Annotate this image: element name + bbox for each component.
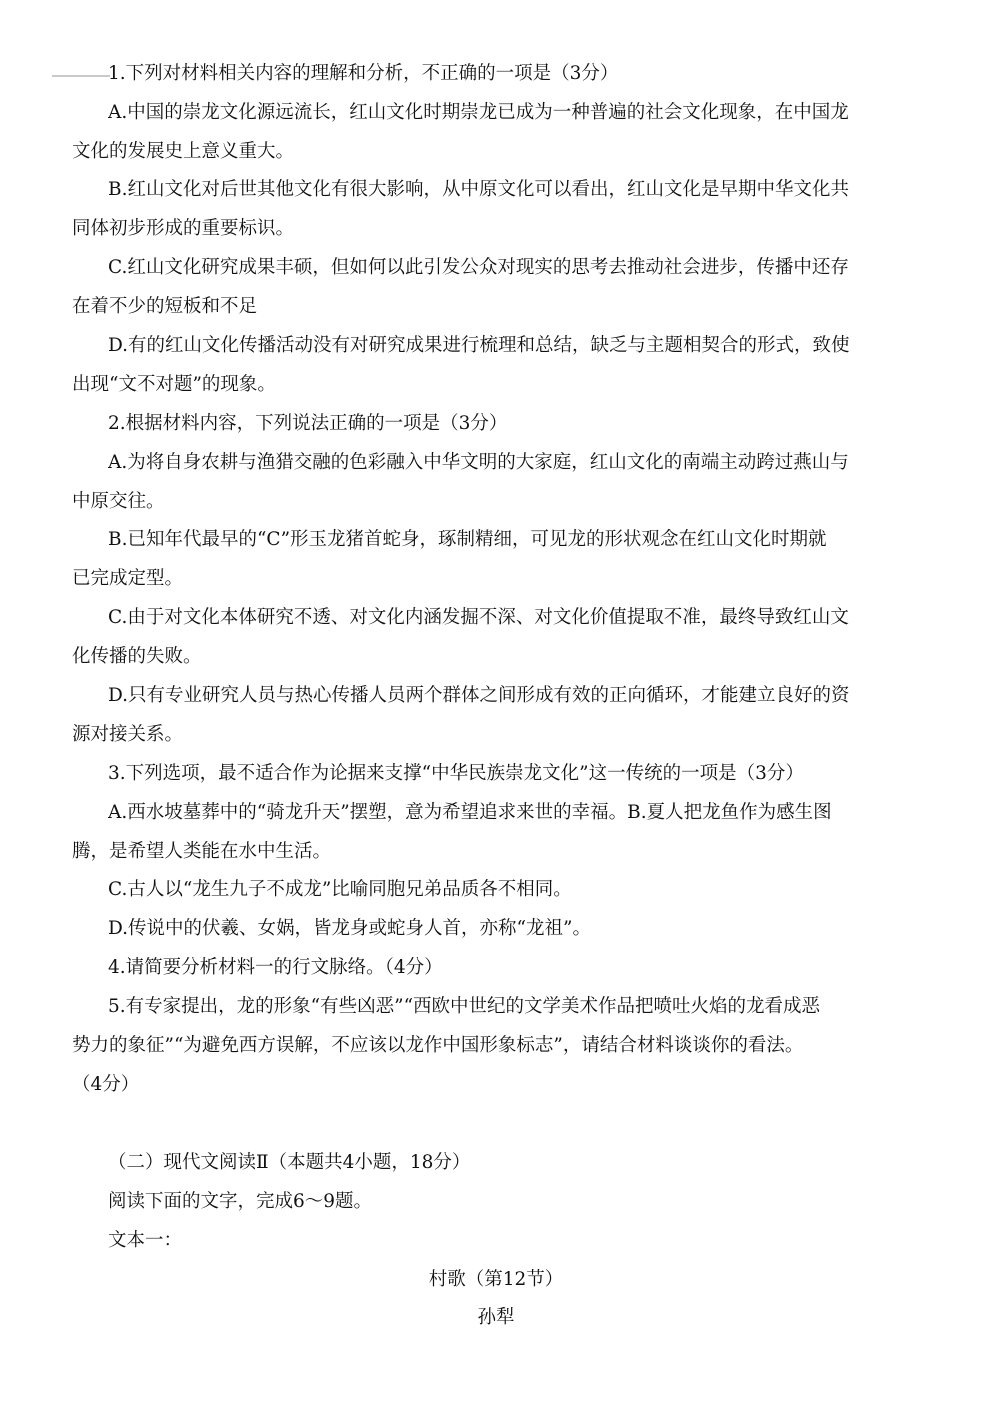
passage-author: 孙犁	[477, 1307, 515, 1328]
q2-option-b-line2: 已完成定型。	[72, 568, 184, 589]
q1-option-b-line1: B.红山文化对后世其他文化有很大影响，从中原文化可以看出，红山文化是早期中华文化共	[108, 179, 849, 200]
q2-option-b-line1: B.已知年代最早的“C”形玉龙猪首蛇身，琢制精细，可见龙的形状观念在红山文化时期就	[108, 529, 827, 550]
question-5-line1: 5.有专家提出，龙的形象“有些凶恶”“西欧中世纪的文学美术作品把喷吐火焰的龙看成恶	[108, 996, 821, 1017]
q2-option-d-line1: D.只有专业研究人员与热心传播人员两个群体之间形成有效的正向循环，才能建立良好的资	[108, 685, 850, 706]
question-3-stem: 3.下列选项，最不适合作为论据来支撑“中华民族崇龙文化”这一传统的一项是（3分）	[108, 763, 804, 784]
q2-option-c-line2: 化传播的失败。	[72, 646, 202, 667]
text-one-label: 文本一：	[108, 1230, 183, 1251]
q1-option-b-line2: 同体初步形成的重要标识。	[72, 218, 295, 239]
section-heading: （二）现代文阅读Ⅱ（本题共4小题，18分）	[108, 1152, 471, 1173]
q2-option-d-line2: 源对接关系。	[72, 724, 184, 745]
reading-instruction: 阅读下面的文字，完成6～9题。	[108, 1191, 373, 1212]
q2-option-a-line2: 中原交往。	[72, 491, 165, 512]
q1-option-c-line1: C.红山文化研究成果丰硕，但如何以此引发公众对现实的思考去推动社会进步，传播中还存	[108, 257, 849, 278]
q1-option-a-line1: A.中国的崇龙文化源远流长，红山文化时期崇龙已成为一种普遍的社会文化现象，在中国龙	[108, 102, 849, 123]
q1-option-d-line2: 出现“文不对题”的现象。	[72, 374, 276, 395]
q1-option-a-line2: 文化的发展史上意义重大。	[72, 141, 295, 162]
q1-option-d-line1: D.有的红山文化传播活动没有对研究成果进行梳理和总结，缺乏与主题相契合的形式，致使	[108, 335, 850, 356]
scan-smudge	[52, 75, 110, 77]
q2-option-a-line1: A.为将自身农耕与渔猎交融的色彩融入中华文明的大家庭，红山文化的南端主动跨过燕山与	[108, 452, 849, 473]
question-5-line2: 势力的象征”“为避免西方误解，不应该以龙作中国形象标志”，请结合材料谈谈你的看法。	[72, 1035, 804, 1056]
q3-options-ab-line1: A.西水坡墓葬中的“骑龙升天”摆塑，意为希望追求来世的幸福。B.夏人把龙鱼作为感生图	[108, 802, 832, 823]
question-4: 4.请简要分析材料一的行文脉络。（4分）	[108, 957, 443, 978]
q1-option-c-line2: 在着不少的短板和不足	[72, 296, 258, 317]
question-5-score: （4分）	[72, 1074, 140, 1095]
passage-title: 村歌（第12节）	[428, 1269, 564, 1290]
q2-option-c-line1: C.由于对文化本体研究不透、对文化内涵发掘不深、对文化价值提取不准，最终导致红山文	[108, 607, 849, 628]
q3-option-d: D.传说中的伏羲、女娲，皆龙身或蛇身人首，亦称“龙祖”。	[108, 918, 591, 939]
q3-option-c: C.古人以“龙生九子不成龙”比喻同胞兄弟品质各不相同。	[108, 879, 572, 900]
question-2-stem: 2.根据材料内容，下列说法正确的一项是（3分）	[108, 413, 508, 434]
q3-options-ab-line2: 腾，是希望人类能在水中生活。	[72, 841, 332, 862]
question-1-stem: 1.下列对材料相关内容的理解和分析，不正确的一项是（3分）	[108, 63, 619, 84]
